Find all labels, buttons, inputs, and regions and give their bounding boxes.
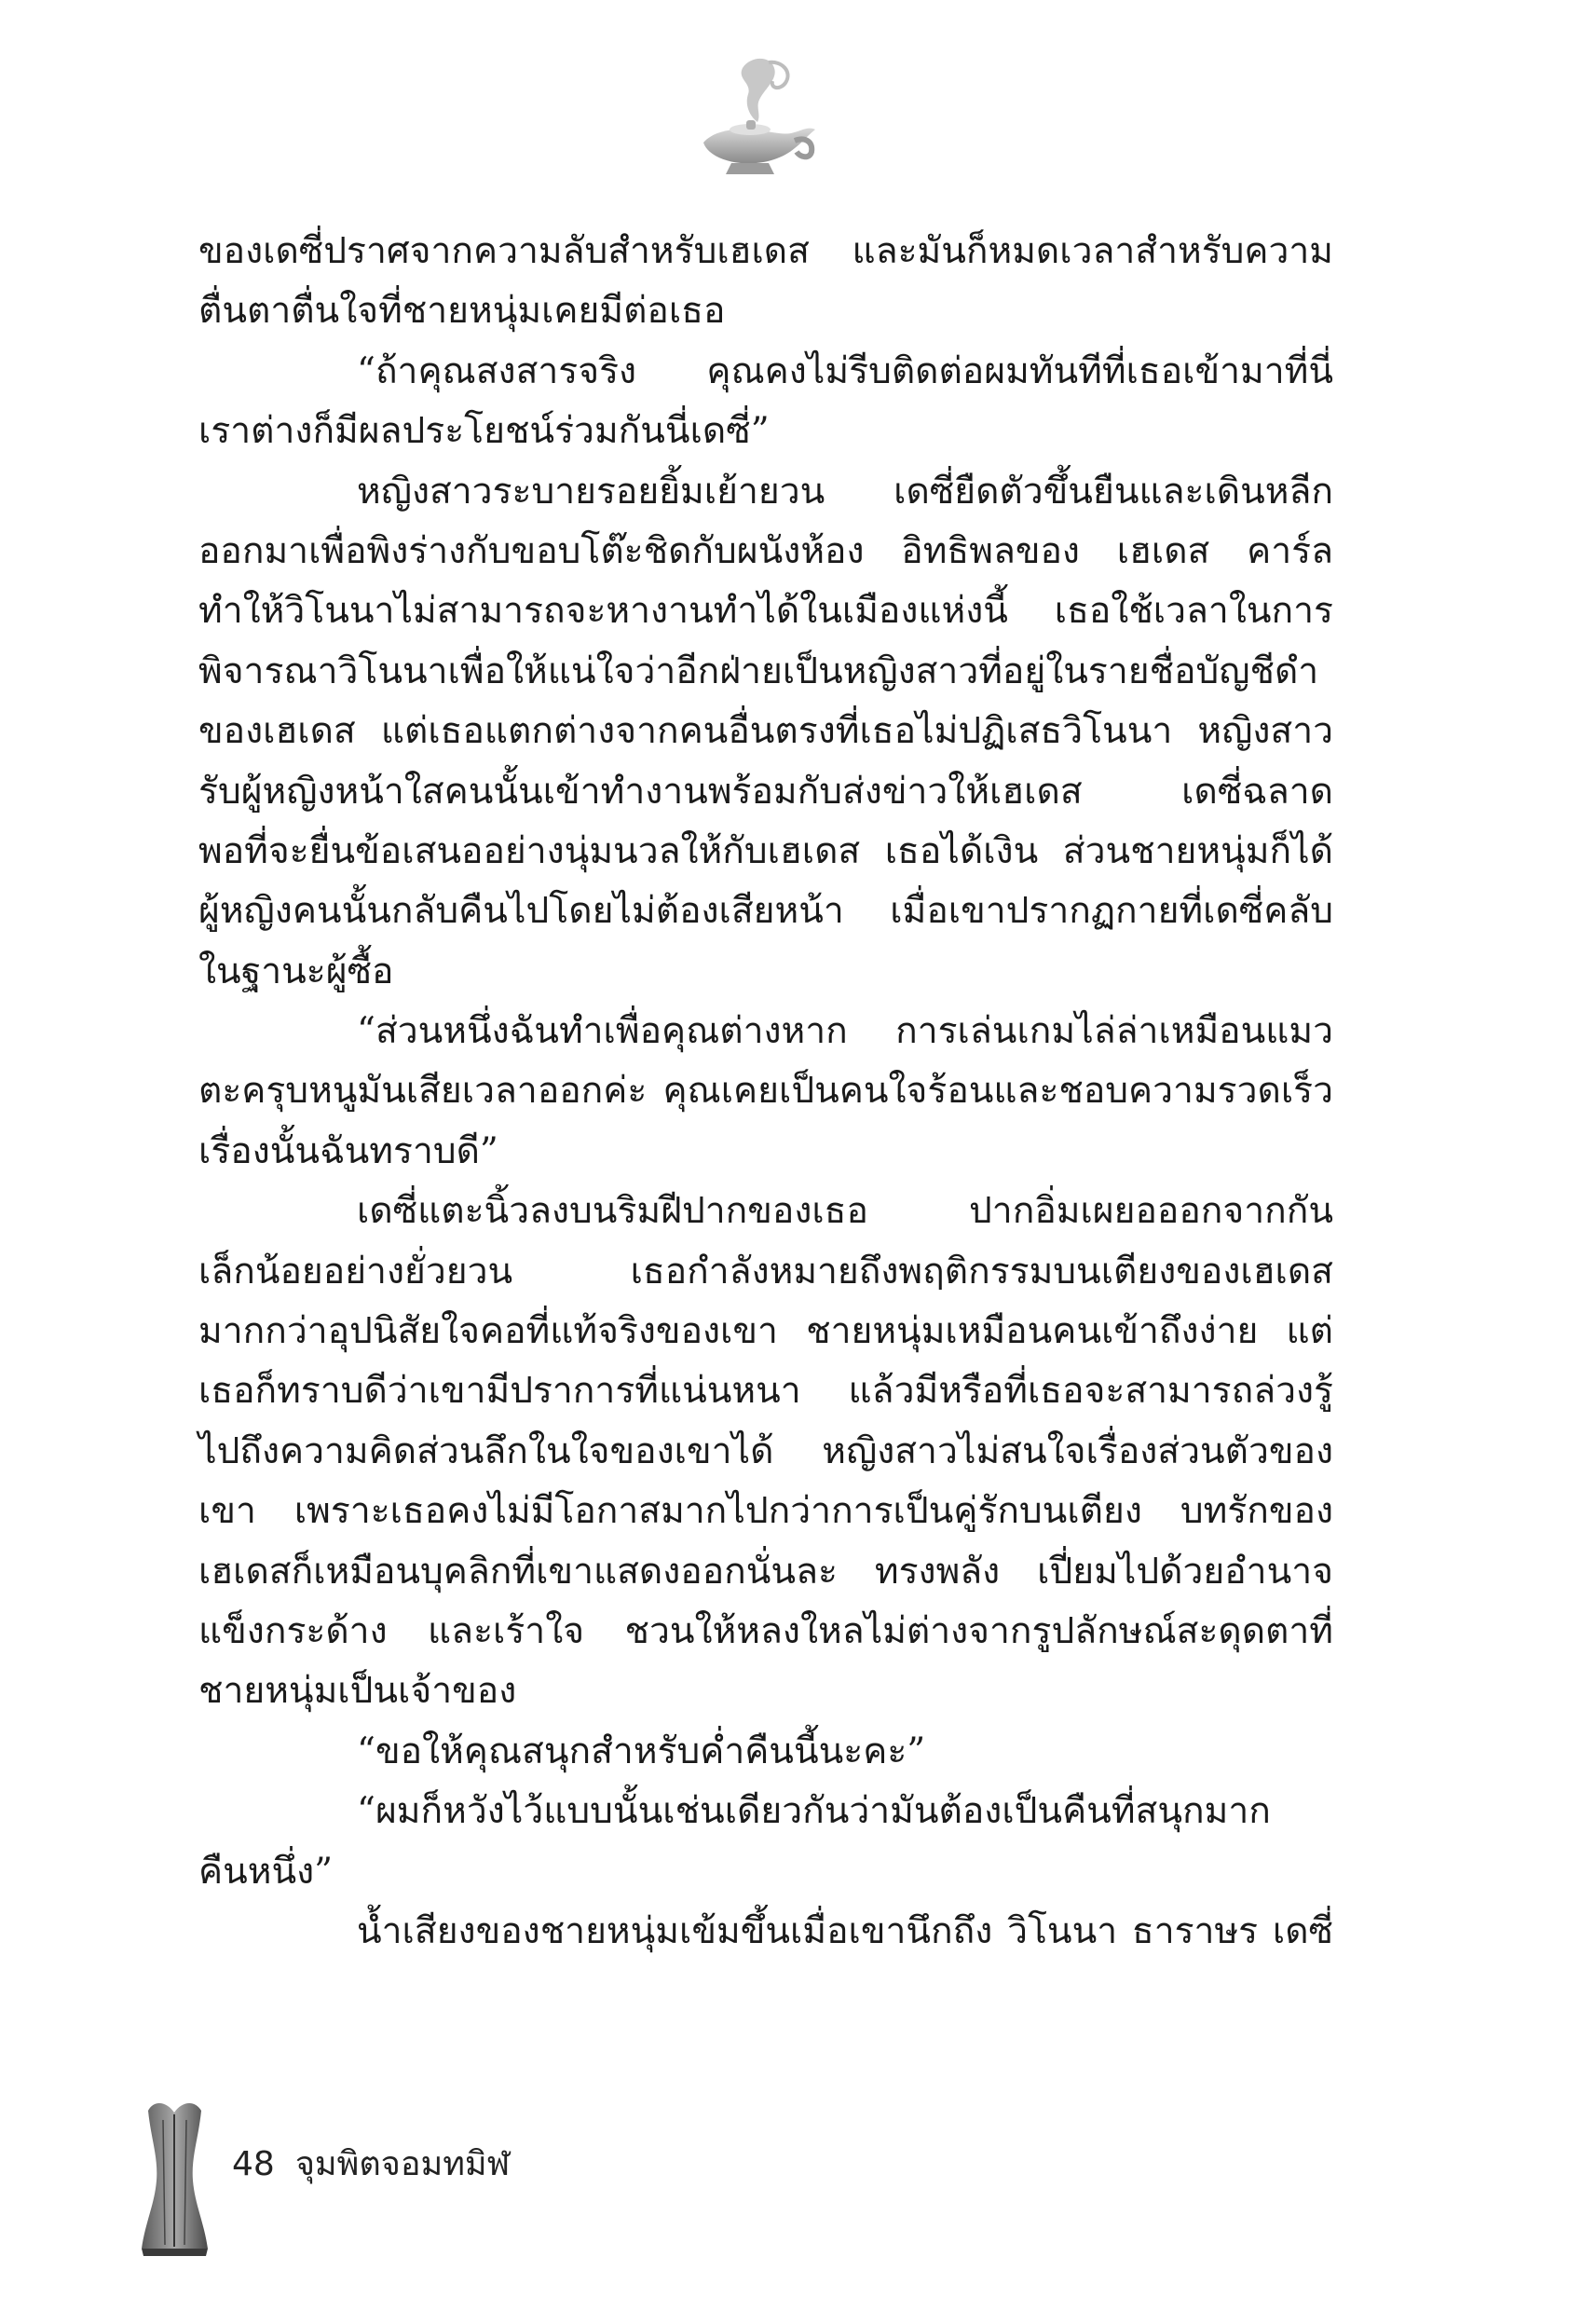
text-line: ตื่นตาตื่นใจที่ชายหนุ่มเคยมีต่อเธอ bbox=[198, 290, 726, 333]
text-line: เราต่างก็มีผลประโยชน์ร่วมกันนี่เดซี่” bbox=[198, 410, 770, 453]
text-line: พิจารณาวิโนนาเพื่อให้แน่ใจว่าอีกฝ่ายเป็นหญิงสาวที่อยู่ในรายชื่อบัญชีดำ bbox=[198, 650, 1319, 692]
page-footer bbox=[135, 2092, 694, 2260]
text-line: ทำให้วิโนนาไม่สามารถจะหางานทำได้ในเมืองแห่งนี้ เธอใช้เวลาในการ bbox=[198, 590, 1333, 633]
text-line: พอที่จะยื่นข้อเสนออย่างนุ่มนวลให้กับเฮเดส เธอได้เงิน ส่วนชายหนุ่มก็ได้ bbox=[198, 829, 1333, 872]
text-line: “ถ้าคุณสงสารจริง คุณคงไม่รีบติดต่อผมทันทีที่เธอเข้ามาที่นี่ bbox=[357, 349, 1333, 392]
text-line: หญิงสาวระบายรอยยิ้มเย้ายวน เดซี่ยืดตัวขึ้นยืนและเดินหลีก bbox=[357, 470, 1333, 513]
footer-label bbox=[232, 2137, 530, 2190]
text-line: เล็กน้อยอย่างยั่วยวน เธอกำลังหมายถึงพฤติกรรมบนเตียงของเฮเดส bbox=[198, 1250, 1333, 1292]
text-line: รับผู้หญิงหน้าใสคนนั้นเข้าทำงานพร้อมกับส่งข่าวให้เฮเดส เดซี่ฉลาด bbox=[198, 770, 1333, 813]
text-line: เฮเดสก็เหมือนบุคลิกที่เขาแสดงออกนั่นละ ทรงพลัง เปี่ยมไปด้วยอำนาจ bbox=[198, 1550, 1333, 1593]
page-number: 48 bbox=[232, 2145, 275, 2183]
text-line: มากกว่าอุปนิสัยใจคอที่แท้จริงของเขา ชายหนุ่มเหมือนคนเข้าถึงง่าย แต่ bbox=[198, 1310, 1333, 1353]
text-line: ออกมาเพื่อพิงร่างกับขอบโต๊ะชิดกับผนังห้อง อิทธิพลของ เฮเดส คาร์ล bbox=[198, 529, 1333, 572]
corset-icon bbox=[135, 2092, 214, 2260]
text-line: คืนหนึ่ง” bbox=[198, 1850, 334, 1893]
text-line: ไปถึงความคิดส่วนลึกในใจของเขาได้ หญิงสาวไม่สนใจเรื่องส่วนตัวของ bbox=[198, 1429, 1333, 1472]
text-line: ในฐานะผู้ซื้อ bbox=[198, 950, 394, 992]
text-line: ตะครุบหนูมันเสียเวลาออกค่ะ คุณเคยเป็นคนใจร้อนและชอบความรวดเร็ว bbox=[198, 1070, 1333, 1113]
text-line: ชายหนุ่มเป็นเจ้าของ bbox=[198, 1670, 517, 1713]
text-line: “ผมก็หวังไว้แบบนั้นเช่นเดียวกันว่ามันต้องเป็นคืนที่สนุกมาก bbox=[357, 1790, 1271, 1833]
text-line: แข็งกระด้าง และเร้าใจ ชวนให้หลงใหลไม่ต่างจากรูปลักษณ์สะดุดตาที่ bbox=[198, 1609, 1333, 1652]
text-line: ของเดซี่ปราศจากความลับสำหรับเฮเดส และมันก็หมดเวลาสำหรับความ bbox=[198, 230, 1333, 272]
text-line: เธอก็ทราบดีว่าเขามีปราการที่แน่นหนา แล้วมีหรือที่เธอจะสามารถล่วงรู้ bbox=[198, 1370, 1333, 1413]
text-line: “ขอให้คุณสนุกสำหรับค่ำคืนนี้นะคะ” bbox=[357, 1730, 926, 1772]
body-text bbox=[198, 222, 1333, 1962]
text-line: ของเฮเดส แต่เธอแตกต่างจากคนอื่นตรงที่เธอไม่ปฏิเสธวิโนนา หญิงสาว bbox=[198, 710, 1333, 753]
book-title: จุมพิตจอมทมิฬ bbox=[294, 2145, 511, 2183]
text-line: ผู้หญิงคนนั้นกลับคืนไปโดยไม่ต้องเสียหน้า เมื่อเขาปรากฏกายที่เดซี่คลับ bbox=[198, 890, 1333, 933]
text-line: เดซี่แตะนิ้วลงบนริมฝีปากของเธอ ปากอิ่มเผยอออกจากกัน bbox=[357, 1190, 1333, 1233]
text-line: เขา เพราะเธอคงไม่มีโอกาสมากไปกว่าการเป็นคู่รักบนเตียง บทรักของ bbox=[198, 1490, 1333, 1533]
text-line: เรื่องนั้นฉันทราบดี” bbox=[198, 1129, 498, 1172]
text-line: “ส่วนหนึ่งฉันทำเพื่อคุณต่างหาก การเล่นเกมไล่ล่าเหมือนแมว bbox=[357, 1010, 1333, 1053]
text-line: น้ำเสียงของชายหนุ่มเข้มขึ้นเมื่อเขานึกถึง วิโนนา ธาราษร เดซี่ bbox=[357, 1909, 1333, 1952]
magic-lamp-ornament-icon bbox=[685, 51, 825, 191]
